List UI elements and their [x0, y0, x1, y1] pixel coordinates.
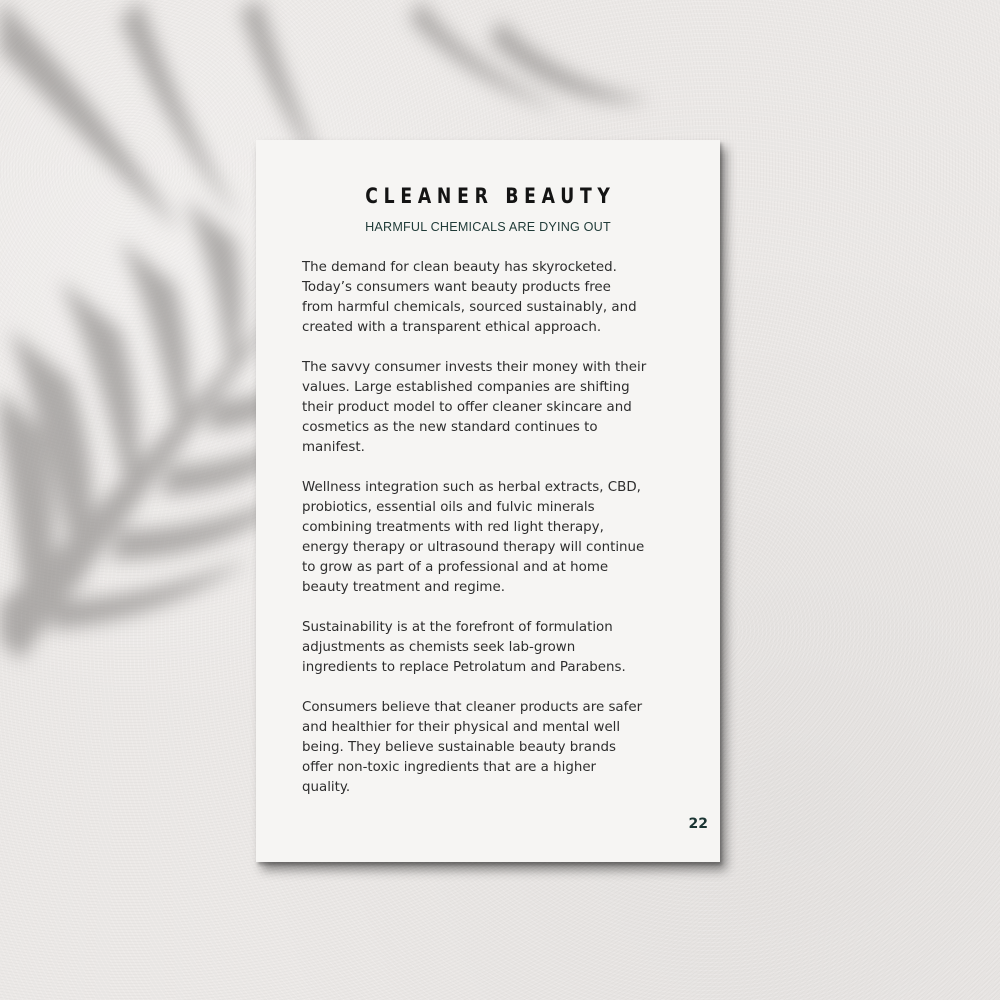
body-text [302, 258, 682, 818]
page-title: CLEANER BEAUTY [365, 184, 616, 208]
paragraph-consumer-beliefs: Consumers believe that cleaner products are safer and healthier for their physical and mental well being. They believe sustainable beauty brands offer non-toxic ingredients that are a higher quality. [302, 700, 643, 795]
paragraph-sustainability: Sustainability is at the forefront of formulation adjustments as chemists seek lab-grown ingredients to replace Petrolatum and Parabens. [302, 620, 626, 675]
document-page [256, 140, 720, 862]
page-number: 22 [688, 816, 708, 832]
paragraph-wellness-integration: Wellness integration such as herbal extracts, CBD, probiotics, essential oils and fulvic minerals combining treatments with red light therapy, energy therapy or ultrasound therapy will continue to grow as part of a professional and at home beauty treatment and regime. [302, 480, 645, 595]
page-subtitle: HARMFUL CHEMICALS ARE DYING OUT [365, 220, 611, 234]
paragraph-demand: The demand for clean beauty has skyrocketed. Today’s consumers want beauty products free from harmful chemicals, sourced sustainably, and created with a transparent ethical approach. [302, 260, 637, 335]
paragraph-savvy-consumer: The savvy consumer invests their money with their values. Large established companies are shifting their product model to offer cleaner skincare and cosmetics as the new standard continues to manifest. [302, 360, 647, 455]
